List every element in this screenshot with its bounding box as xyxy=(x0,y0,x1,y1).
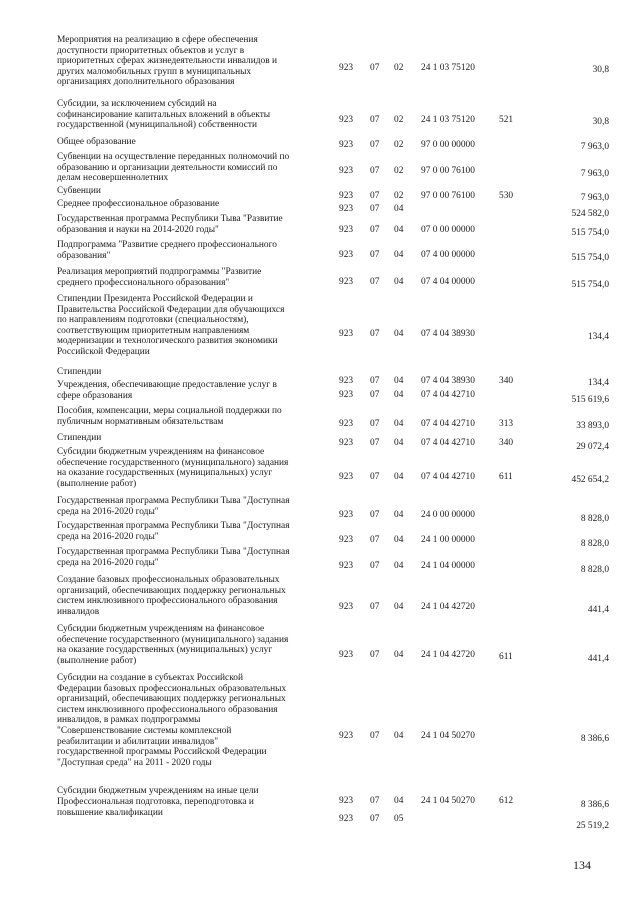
amount: 33 893,0 xyxy=(576,421,609,431)
target-article-code: 24 1 04 42720 xyxy=(421,602,475,612)
subsection-code: 04 xyxy=(394,376,404,386)
row-name: Среднее профессиональное образование xyxy=(57,199,220,209)
subsection-code: 02 xyxy=(394,166,404,176)
row-name: Государственная программа Республики Тыва "Развитие образования и науки на 2014-2020 годы" xyxy=(57,214,283,235)
target-article-code: 24 1 03 75120 xyxy=(421,115,475,125)
section-code: 07 xyxy=(370,329,380,339)
grbs-code: 923 xyxy=(339,250,354,260)
expense-type-code: 530 xyxy=(499,191,514,201)
target-article-code: 07 4 04 42710 xyxy=(421,438,475,448)
row-name: Субвенции на осуществление переданных полномочий по образованию и организации деятельности комиссий по делам несовершеннолетних xyxy=(57,152,290,184)
target-article-code: 97 0 00 76100 xyxy=(421,191,475,201)
section-code: 07 xyxy=(370,277,380,287)
row-name: Учреждения, обеспечивающие предоставление услуг в сфере образования xyxy=(57,380,277,401)
row-name: Субсидии бюджетным учреждениям на финансовое обеспечение государственного (муниципального) задания на оказание государственных (муниципальных) услуг (выполнение работ) xyxy=(57,624,289,666)
amount: 7 963,0 xyxy=(580,142,609,152)
section-code: 07 xyxy=(370,140,380,150)
subsection-code: 04 xyxy=(394,472,404,482)
target-article-code: 07 0 00 00000 xyxy=(421,225,475,235)
section-code: 07 xyxy=(370,438,380,448)
subsection-code: 02 xyxy=(394,191,404,201)
row-name: Пособия, компенсации, меры социальной поддержки по публичным нормативным обязательствам xyxy=(57,406,282,427)
row-name: Профессиональная подготовка, переподготовка и повышение квалификации xyxy=(57,797,254,818)
section-code: 07 xyxy=(370,376,380,386)
row-name: Субсидии бюджетным учреждениям на иные цели xyxy=(57,786,259,796)
target-article-code: 07 4 04 42710 xyxy=(421,419,475,429)
section-code: 07 xyxy=(370,731,380,741)
subsection-code: 04 xyxy=(394,419,404,429)
expense-type-code: 340 xyxy=(499,438,514,448)
target-article-code: 97 0 00 00000 xyxy=(421,140,475,150)
grbs-code: 923 xyxy=(339,225,354,235)
expense-type-code: 611 xyxy=(499,472,513,482)
amount: 452 654,2 xyxy=(571,475,609,485)
section-code: 07 xyxy=(370,115,380,125)
row-name: Государственная программа Республики Тыва "Доступная среда на 2016-2020 годы" xyxy=(57,521,290,542)
amount: 441,4 xyxy=(587,654,609,664)
target-article-code: 24 1 04 42720 xyxy=(421,650,475,660)
grbs-code: 923 xyxy=(339,140,354,150)
grbs-code: 923 xyxy=(339,390,354,400)
grbs-code: 923 xyxy=(339,731,354,741)
amount: 30,8 xyxy=(592,65,609,75)
section-code: 07 xyxy=(370,650,380,660)
target-article-code: 07 4 04 42710 xyxy=(421,472,475,482)
row-name: Субсидии, за исключением субсидий на софинансирование капитальных вложений в объекты государственной (муниципальной) собственности xyxy=(57,99,271,131)
amount: 7 963,0 xyxy=(580,193,609,203)
amount: 515 754,0 xyxy=(571,253,609,263)
amount: 515 619,6 xyxy=(571,395,609,405)
amount: 8 828,0 xyxy=(580,539,609,549)
target-article-code: 07 4 04 42710 xyxy=(421,390,475,400)
subsection-code: 04 xyxy=(394,277,404,287)
row-name: Реализация мероприятий подпрограммы "Развитие среднего профессионального образования" xyxy=(57,267,262,288)
amount: 515 754,0 xyxy=(571,228,609,238)
target-article-code: 07 4 04 00000 xyxy=(421,277,475,287)
subsection-code: 04 xyxy=(394,225,404,235)
section-code: 07 xyxy=(370,510,380,520)
section-code: 07 xyxy=(370,535,380,545)
target-article-code: 24 1 04 50270 xyxy=(421,796,475,806)
amount: 134,4 xyxy=(587,332,609,342)
grbs-code: 923 xyxy=(339,438,354,448)
section-code: 07 xyxy=(370,63,380,73)
grbs-code: 923 xyxy=(339,535,354,545)
grbs-code: 923 xyxy=(339,561,354,571)
amount: 8 386,6 xyxy=(580,800,609,810)
section-code: 07 xyxy=(370,225,380,235)
subsection-code: 04 xyxy=(394,650,404,660)
section-code: 07 xyxy=(370,250,380,260)
grbs-code: 923 xyxy=(339,510,354,520)
grbs-code: 923 xyxy=(339,814,354,824)
amount: 134,4 xyxy=(587,378,609,388)
target-article-code: 24 1 03 75120 xyxy=(421,63,475,73)
target-article-code: 07 4 04 38930 xyxy=(421,329,475,339)
grbs-code: 923 xyxy=(339,602,354,612)
row-name: Субвенции xyxy=(57,186,101,196)
grbs-code: 923 xyxy=(339,166,354,176)
subsection-code: 02 xyxy=(394,115,404,125)
subsection-code: 04 xyxy=(394,329,404,339)
section-code: 07 xyxy=(370,204,380,214)
section-code: 07 xyxy=(370,191,380,201)
target-article-code: 97 0 00 76100 xyxy=(421,166,475,176)
grbs-code: 923 xyxy=(339,115,354,125)
section-code: 07 xyxy=(370,796,380,806)
grbs-code: 923 xyxy=(339,376,354,386)
amount: 25 519,2 xyxy=(576,821,609,831)
grbs-code: 923 xyxy=(339,796,354,806)
row-name: Стипендии Президента Российской Федерации и Правительства Российской Федерации для обучающихся по направлениям подготовки (специальностям), соответствующим приоритетным направлениям модернизации и технологического развития экономики Российской Федерации xyxy=(57,294,285,357)
subsection-code: 02 xyxy=(394,140,404,150)
row-name: Субсидии бюджетным учреждениям на финансовое обеспечение государственного (муниципального) задания на оказание государственных (муниципальных) услуг (выполнение работ) xyxy=(57,447,289,489)
target-article-code: 24 1 04 00000 xyxy=(421,561,475,571)
row-name: Государственная программа Республики Тыва "Доступная среда на 2016-2020 годы" xyxy=(57,547,290,568)
target-article-code: 07 4 00 00000 xyxy=(421,250,475,260)
grbs-code: 923 xyxy=(339,650,354,660)
section-code: 07 xyxy=(370,472,380,482)
subsection-code: 04 xyxy=(394,204,404,214)
amount: 29 072,4 xyxy=(576,442,609,452)
target-article-code: 24 1 04 50270 xyxy=(421,731,475,741)
row-name: Субсидии на создание в субъектах Российской Федерации базовых профессиональных образовательных организаций, обеспечивающих поддержку региональных систем инклюзивного профессионального образования инвалидов, в рамках подпрограммы "Совершенствование системы комплексной реабилитации и абилитации инвалидов" государственной программы Российской Федерации "Доступная среда" на 2011 - 2020 годы xyxy=(57,673,287,768)
expense-type-code: 611 xyxy=(499,652,513,662)
amount: 524 582,0 xyxy=(571,209,609,219)
row-name: Мероприятия на реализацию в сфере обеспечения доступности приоритетных объектов и услуг в приоритетных сферах жизнедеятельности инвалидов и других маломобильных групп в муниципальных организациях дополнительного образования xyxy=(57,35,277,88)
expense-type-code: 612 xyxy=(499,796,514,806)
subsection-code: 04 xyxy=(394,390,404,400)
amount: 441,4 xyxy=(587,605,609,615)
grbs-code: 923 xyxy=(339,329,354,339)
row-name: Создание базовых профессиональных образовательных организаций, обеспечивающих поддержку региональных систем инклюзивного профессионального образования инвалидов xyxy=(57,575,286,617)
subsection-code: 04 xyxy=(394,535,404,545)
subsection-code: 04 xyxy=(394,731,404,741)
section-code: 07 xyxy=(370,602,380,612)
section-code: 07 xyxy=(370,814,380,824)
target-article-code: 24 1 00 00000 xyxy=(421,535,475,545)
row-name: Стипендии xyxy=(57,433,102,443)
expense-type-code: 340 xyxy=(499,376,514,386)
amount: 7 963,0 xyxy=(580,169,609,179)
row-name: Государственная программа Республики Тыва "Доступная среда на 2016-2020 годы" xyxy=(57,496,290,517)
grbs-code: 923 xyxy=(339,191,354,201)
section-code: 07 xyxy=(370,419,380,429)
grbs-code: 923 xyxy=(339,277,354,287)
row-name: Подпрограмма "Развитие среднего профессионального образования" xyxy=(57,240,277,261)
expense-type-code: 521 xyxy=(499,115,514,125)
grbs-code: 923 xyxy=(339,204,354,214)
section-code: 07 xyxy=(370,561,380,571)
subsection-code: 04 xyxy=(394,438,404,448)
amount: 30,8 xyxy=(592,117,609,127)
subsection-code: 04 xyxy=(394,561,404,571)
subsection-code: 02 xyxy=(394,63,404,73)
subsection-code: 04 xyxy=(394,250,404,260)
amount: 8 828,0 xyxy=(580,565,609,575)
amount: 515 754,0 xyxy=(571,280,609,290)
subsection-code: 04 xyxy=(394,602,404,612)
grbs-code: 923 xyxy=(339,419,354,429)
grbs-code: 923 xyxy=(339,472,354,482)
target-article-code: 24 0 00 00000 xyxy=(421,510,475,520)
amount: 8 828,0 xyxy=(580,514,609,524)
subsection-code: 05 xyxy=(394,814,404,824)
row-name: Общее образование xyxy=(57,137,136,147)
subsection-code: 04 xyxy=(394,796,404,806)
page-number: 134 xyxy=(573,858,591,872)
subsection-code: 04 xyxy=(394,510,404,520)
section-code: 07 xyxy=(370,390,380,400)
row-name: Стипендии xyxy=(57,367,102,377)
target-article-code: 07 4 04 38930 xyxy=(421,376,475,386)
grbs-code: 923 xyxy=(339,63,354,73)
expense-type-code: 313 xyxy=(499,419,514,429)
amount: 8 386,6 xyxy=(580,734,609,744)
section-code: 07 xyxy=(370,166,380,176)
